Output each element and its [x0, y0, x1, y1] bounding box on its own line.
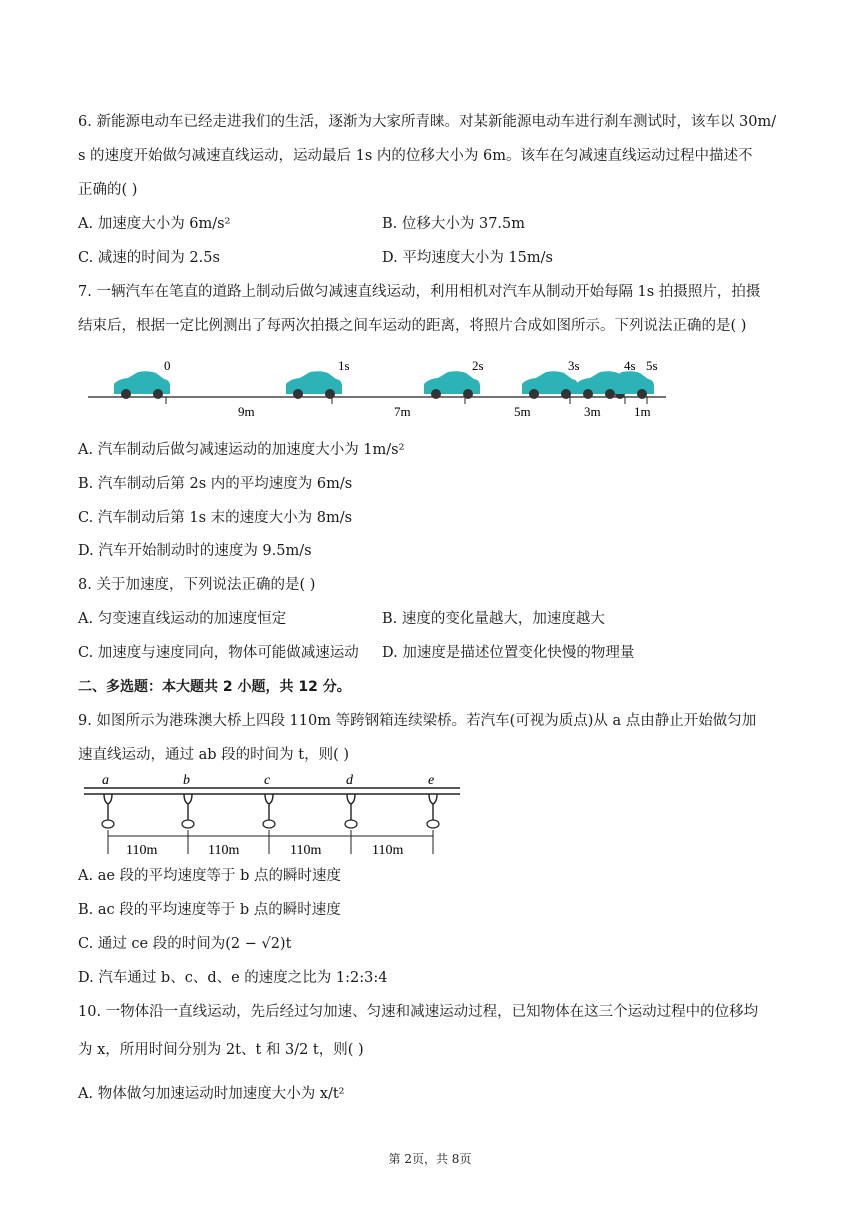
q7-option-d: D. 汽车开始制动时的速度为 9.5m/s [78, 543, 312, 559]
time-label: 4s [624, 358, 636, 373]
q7-car-figure [88, 352, 668, 422]
q10-stem-line-1: 10. 一物体沿一直线运动，先后经过匀加速、匀速和减速运动过程，已知物体在这三个运动过程中的位移均 [78, 1004, 759, 1020]
q9-bridge-figure [84, 772, 464, 860]
point-label: d [346, 773, 353, 788]
q6-option-d: D. 平均速度大小为 15m/s [382, 250, 553, 266]
span-label: 110m [372, 843, 404, 858]
point-label: c [264, 773, 271, 788]
q6-option-b: B. 位移大小为 37.5m [382, 216, 526, 232]
q6-stem-line-1: 6. 新能源电动车已经走进我们的生活，逐渐为大家所青睐。对某新能源电动车进行刹车测试时，该车以 30m/ [78, 114, 777, 130]
point-label: b [183, 773, 190, 788]
q10-option-a: A. 物体做匀加速运动时加速度大小为 x/t² [78, 1086, 345, 1102]
distance-label: 5m [514, 404, 531, 419]
q9-stem-line-1: 9. 如图所示为港珠澳大桥上四段 110m 等跨钢箱连续梁桥。若汽车(可视为质点)从 a 点由静止开始做匀加 [78, 713, 757, 729]
point-label: a [102, 773, 109, 788]
time-label: 5s [646, 358, 658, 373]
q9-stem-line-2: 速直线运动，通过 ab 段的时间为 t，则( ) [78, 747, 350, 763]
span-label: 110m [208, 843, 240, 858]
q7-option-a: A. 汽车制动后做匀减速运动的加速度大小为 1m/s² [78, 442, 405, 458]
time-label: 1s [338, 358, 350, 373]
q6-option-a: A. 加速度大小为 6m/s² [78, 216, 231, 232]
q10-stem-line-2: 为 x，所用时间分别为 2t、t 和 3/2 t，则( ) [78, 1042, 364, 1058]
q9-option-b: B. ac 段的平均速度等于 b 点的瞬时速度 [78, 902, 341, 918]
q9-option-c: C. 通过 ce 段的时间为(2 − √2)t [78, 936, 292, 952]
q9-option-d: D. 汽车通过 b、c、d、e 的速度之比为 1:2:3:4 [78, 970, 388, 986]
span-label: 110m [290, 843, 322, 858]
distance-label: 1m [634, 404, 651, 419]
distance-label: 7m [394, 404, 411, 419]
distance-label: 9m [238, 404, 255, 419]
q7-stem-line-1: 7. 一辆汽车在笔直的道路上制动后做匀减速直线运动，利用相机对汽车从制动开始每隔 1s 拍摄照片，拍摄 [78, 284, 761, 300]
car-icon [286, 371, 342, 399]
q6-stem-line-2: s 的速度开始做匀减速直线运动，运动最后 1s 内的位移大小为 6m。该车在匀减速直线运动过程中描述不 [78, 148, 753, 164]
distance-label: 3m [584, 404, 601, 419]
car-icon [424, 371, 480, 399]
q6-stem-line-3: 正确的( ) [78, 182, 138, 198]
time-label: 2s [472, 358, 484, 373]
time-label: 3s [568, 358, 580, 373]
q9-option-a: A. ae 段的平均速度等于 b 点的瞬时速度 [78, 868, 342, 884]
q7-option-c: C. 汽车制动后第 1s 末的速度大小为 8m/s [78, 510, 353, 526]
q8-stem: 8. 关于加速度，下列说法正确的是( ) [78, 577, 316, 593]
car-icon [114, 371, 170, 399]
q7-stem-line-2: 结束后，根据一定比例测出了每两次拍摄之间车运动的距离，将照片合成如图所示。下列说法正确的是( ) [78, 318, 747, 334]
span-label: 110m [126, 843, 158, 858]
page-number: 第 2页，共 8页 [388, 1152, 472, 1166]
section-heading: 二、多选题：本大题共 2 小题，共 12 分。 [78, 679, 351, 695]
q7-option-b: B. 汽车制动后第 2s 内的平均速度为 6m/s [78, 476, 353, 492]
time-label: 0 [164, 358, 171, 373]
car-icon [522, 371, 578, 399]
point-label: e [428, 773, 435, 788]
q8-option-b: B. 速度的变化量越大，加速度越大 [382, 611, 605, 627]
q6-option-c: C. 减速的时间为 2.5s [78, 250, 220, 266]
q8-option-a: A. 匀变速直线运动的加速度恒定 [78, 611, 287, 627]
q8-option-c: C. 加速度与速度同向，物体可能做减速运动 [78, 645, 359, 661]
q8-option-d: D. 加速度是描述位置变化快慢的物理量 [382, 645, 635, 661]
